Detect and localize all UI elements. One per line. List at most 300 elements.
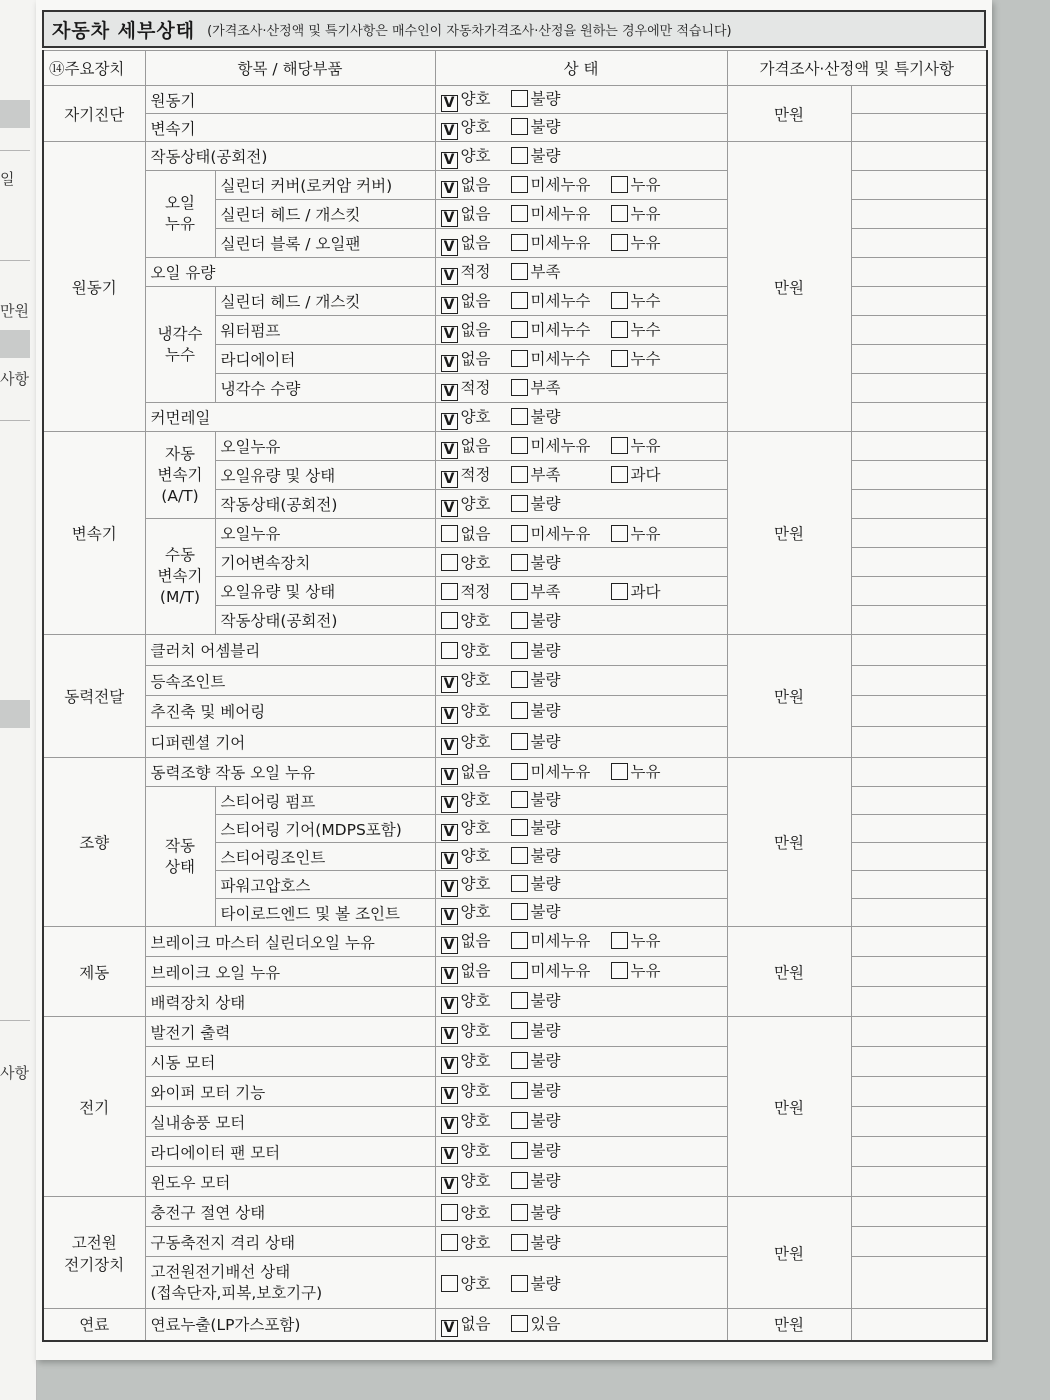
special-notes-cell[interactable] [851, 287, 987, 316]
status-cell [435, 432, 727, 461]
status-option-없음[interactable] [441, 760, 511, 785]
status-option-양호[interactable] [441, 872, 511, 897]
status-option-미세누수[interactable] [511, 289, 611, 311]
special-notes-cell[interactable] [851, 142, 987, 171]
status-option-양호[interactable] [441, 668, 511, 693]
price-unit-cell [727, 635, 851, 758]
status-option-미세누유[interactable] [511, 522, 611, 544]
adjacent-page-fragment: 만원 [0, 302, 29, 320]
special-notes-cell[interactable] [851, 1077, 987, 1107]
option-label: 양호 [460, 146, 491, 165]
status-option-불량[interactable] [511, 1272, 581, 1294]
status-option-불량[interactable] [511, 1139, 581, 1161]
option-label: 불량 [530, 407, 561, 426]
status-option-부족[interactable] [511, 260, 581, 282]
checkbox-icon[interactable] [511, 932, 528, 949]
status-option-미세누유[interactable] [511, 434, 611, 456]
option-label: 미세누유 [530, 932, 591, 950]
status-option-양호[interactable] [441, 1079, 511, 1104]
special-notes-cell[interactable] [851, 171, 987, 200]
special-notes-cell[interactable] [851, 727, 987, 758]
status-option-불량[interactable] [511, 989, 581, 1011]
option-label: 과다 [630, 583, 661, 601]
status-option-미세누유[interactable] [511, 202, 611, 224]
checkbox-icon[interactable] [511, 1234, 528, 1251]
status-option-양호[interactable] [441, 1169, 511, 1194]
status-option-미세누유[interactable] [511, 959, 611, 981]
checkbox-icon[interactable] [511, 495, 528, 512]
special-notes-cell[interactable] [851, 871, 987, 899]
special-notes-cell[interactable] [851, 461, 987, 490]
option-label: 없음 [460, 436, 491, 455]
checkbox-icon[interactable] [511, 1082, 528, 1099]
checked-box-icon[interactable]: V [441, 1147, 458, 1164]
checkbox-icon[interactable] [441, 583, 458, 600]
status-option-미세누수[interactable] [511, 318, 611, 340]
status-cell [435, 86, 727, 114]
checkbox-icon[interactable] [511, 733, 528, 750]
special-notes-cell[interactable] [851, 432, 987, 461]
checked-box-icon[interactable]: V [441, 297, 458, 314]
item-label: 변속기 [145, 114, 435, 142]
checked-box-icon[interactable]: V [441, 384, 458, 401]
option-label: 불량 [530, 671, 561, 689]
checkbox-icon[interactable] [511, 642, 528, 659]
checkbox-icon[interactable] [511, 554, 528, 571]
status-option-없음[interactable] [441, 522, 511, 544]
checked-box-icon[interactable]: V [441, 824, 458, 841]
status-cell [435, 1257, 727, 1309]
checkbox-icon[interactable] [511, 962, 528, 979]
option-label: 불량 [530, 118, 561, 136]
checkbox-icon[interactable] [441, 1234, 458, 1251]
option-label: 불량 [530, 146, 561, 165]
form-row [43, 1017, 987, 1047]
status-option-불량[interactable] [511, 1019, 581, 1041]
option-label: 누수 [630, 349, 661, 368]
adjacent-page-rule [0, 1020, 30, 1021]
status-cell [435, 1197, 727, 1227]
option-label: 양호 [460, 1022, 491, 1040]
special-notes-cell[interactable] [851, 1257, 987, 1309]
status-option-양호[interactable] [441, 144, 511, 169]
checkbox-icon[interactable] [511, 612, 528, 629]
status-option-양호[interactable] [441, 1201, 511, 1223]
item-label: 구동축전지 격리 상태 [145, 1227, 435, 1257]
special-notes-cell[interactable] [851, 114, 987, 142]
option-label: 누유 [630, 932, 661, 950]
status-option-미세누유[interactable] [511, 929, 611, 951]
checkbox-icon[interactable] [611, 350, 628, 367]
section-header [42, 10, 986, 48]
special-notes-cell[interactable] [851, 1137, 987, 1167]
status-option-불량[interactable] [511, 788, 581, 810]
status-option-누유[interactable] [611, 959, 681, 981]
checkbox-icon[interactable] [511, 1142, 528, 1159]
checked-box-icon[interactable]: V [441, 1057, 458, 1074]
status-option-양호[interactable] [441, 1139, 511, 1164]
status-option-양호[interactable] [441, 844, 511, 869]
checkbox-icon[interactable] [511, 1275, 528, 1292]
special-notes-cell[interactable] [851, 229, 987, 258]
checked-box-icon[interactable]: V [441, 880, 458, 897]
status-option-양호[interactable] [441, 816, 511, 841]
special-notes-cell[interactable] [851, 787, 987, 815]
checkbox-icon[interactable] [611, 205, 628, 222]
status-option-불량[interactable] [511, 1109, 581, 1131]
item-label: 오일누유 [215, 519, 435, 548]
checked-box-icon[interactable]: V [441, 1117, 458, 1134]
checked-box-icon[interactable]: V [441, 676, 458, 693]
checkbox-icon[interactable] [511, 1204, 528, 1221]
checkbox-icon[interactable] [511, 1315, 528, 1332]
status-option-불량[interactable] [511, 699, 581, 721]
special-notes-cell[interactable] [851, 1167, 987, 1197]
option-label: 없음 [460, 320, 491, 339]
checked-box-icon[interactable]: V [441, 967, 458, 984]
status-option-불량[interactable] [511, 551, 581, 573]
option-label: 양호 [460, 701, 491, 720]
checkbox-icon[interactable] [511, 90, 528, 107]
checkbox-icon[interactable] [611, 962, 628, 979]
option-label: 누수 [630, 291, 661, 310]
status-option-없음[interactable] [441, 929, 511, 954]
status-option-누유[interactable] [611, 929, 681, 951]
checkbox-icon[interactable] [511, 702, 528, 719]
status-cell [435, 548, 727, 577]
status-cell [435, 1227, 727, 1257]
status-option-양호[interactable] [441, 788, 511, 813]
checked-box-icon[interactable]: V [441, 413, 458, 430]
special-notes-cell[interactable] [851, 696, 987, 727]
checkbox-icon[interactable] [441, 1275, 458, 1292]
checked-box-icon[interactable]: V [441, 210, 458, 227]
status-option-불량[interactable] [511, 1169, 581, 1191]
checkbox-icon[interactable] [511, 205, 528, 222]
special-notes-cell[interactable] [851, 200, 987, 229]
checkbox-icon[interactable] [611, 466, 628, 483]
status-option-불량[interactable] [511, 144, 581, 166]
status-option-양호[interactable] [441, 115, 511, 140]
special-notes-cell[interactable] [851, 258, 987, 287]
status-option-양호[interactable] [441, 492, 511, 517]
option-label: 불량 [530, 1022, 561, 1040]
status-option-양호[interactable] [441, 87, 511, 112]
status-option-양호[interactable] [441, 900, 511, 925]
checkbox-icon[interactable] [511, 379, 528, 396]
status-option-불량[interactable] [511, 1079, 581, 1101]
status-option-누유[interactable] [611, 434, 681, 456]
checked-box-icon[interactable]: V [441, 1087, 458, 1104]
special-notes-cell[interactable] [851, 519, 987, 548]
checkbox-icon[interactable] [511, 234, 528, 251]
status-option-없음[interactable] [441, 202, 511, 227]
item-label: 실린더 헤드 / 개스킷 [215, 287, 435, 316]
option-label: 미세누유 [530, 233, 591, 252]
status-option-부족[interactable] [511, 463, 611, 485]
status-option-없음[interactable] [441, 434, 511, 459]
status-option-양호[interactable] [441, 730, 511, 755]
checked-box-icon[interactable]: V [441, 796, 458, 813]
option-label: 양호 [460, 1142, 491, 1160]
status-option-양호[interactable] [441, 1019, 511, 1044]
status-option-적정[interactable] [441, 580, 511, 602]
checkbox-icon[interactable] [511, 408, 528, 425]
checkbox-icon[interactable] [511, 763, 528, 780]
status-option-없음[interactable] [441, 231, 511, 256]
checkbox-icon[interactable] [611, 932, 628, 949]
option-label: 양호 [460, 494, 491, 513]
checkbox-icon[interactable] [511, 437, 528, 454]
checkbox-icon[interactable] [511, 819, 528, 836]
status-option-적정[interactable] [441, 260, 511, 285]
price-unit-label: 만원 [774, 105, 804, 124]
status-option-부족[interactable] [511, 580, 611, 602]
status-option-불량[interactable] [511, 1201, 581, 1223]
status-option-양호[interactable] [441, 1049, 511, 1074]
checkbox-icon[interactable] [611, 321, 628, 338]
option-label: 누유 [630, 962, 661, 980]
group-label-steer-op: 작동 상태 [145, 787, 215, 927]
status-option-미세누수[interactable] [511, 347, 611, 369]
status-option-없음[interactable] [441, 959, 511, 984]
status-option-없음[interactable] [441, 173, 511, 198]
special-notes-cell[interactable] [851, 1017, 987, 1047]
status-option-양호[interactable] [441, 405, 511, 430]
status-option-과다[interactable] [611, 463, 681, 485]
checkbox-icon[interactable] [511, 525, 528, 542]
checkbox-icon[interactable] [611, 176, 628, 193]
special-notes-cell[interactable] [851, 987, 987, 1017]
status-option-누수[interactable] [611, 318, 681, 340]
status-option-적정[interactable] [441, 463, 511, 488]
special-notes-cell[interactable] [851, 843, 987, 871]
status-option-불량[interactable] [511, 639, 581, 661]
status-option-불량[interactable] [511, 730, 581, 752]
checked-box-icon[interactable]: V [441, 908, 458, 925]
option-label: 누유 [630, 436, 661, 455]
checked-box-icon[interactable]: V [441, 852, 458, 869]
status-option-불량[interactable] [511, 816, 581, 838]
option-label: 누유 [630, 175, 661, 194]
checked-box-icon[interactable]: V [441, 1027, 458, 1044]
form-row [43, 86, 987, 114]
option-label: 양호 [460, 642, 491, 660]
special-notes-cell[interactable] [851, 606, 987, 635]
status-option-양호[interactable] [441, 609, 511, 631]
special-notes-cell[interactable] [851, 899, 987, 927]
checked-box-icon[interactable]: V [441, 268, 458, 285]
checked-box-icon[interactable]: V [441, 239, 458, 256]
checkbox-icon[interactable] [611, 583, 628, 600]
status-option-불량[interactable] [511, 609, 581, 631]
checkbox-icon[interactable] [511, 992, 528, 1009]
checked-box-icon[interactable]: V [441, 471, 458, 488]
item-label: 브레이크 마스터 실린더오일 누유 [145, 927, 435, 957]
checkbox-icon[interactable] [511, 176, 528, 193]
checkbox-icon[interactable] [511, 1172, 528, 1189]
system-label-self_diag: 자기진단 [43, 86, 145, 142]
status-cell [435, 345, 727, 374]
checked-box-icon[interactable]: V [441, 123, 458, 140]
checkbox-icon[interactable] [611, 292, 628, 309]
checked-box-icon[interactable]: V [441, 997, 458, 1014]
checked-box-icon[interactable]: V [441, 95, 458, 112]
special-notes-cell[interactable] [851, 666, 987, 696]
adjacent-page-band [0, 100, 30, 128]
checkbox-icon[interactable] [511, 292, 528, 309]
checkbox-icon[interactable] [511, 466, 528, 483]
status-option-양호[interactable] [441, 1272, 511, 1294]
checkbox-icon[interactable] [611, 763, 628, 780]
checkbox-icon[interactable] [511, 791, 528, 808]
status-option-누유[interactable] [611, 522, 681, 544]
status-option-양호[interactable] [441, 1109, 511, 1134]
status-option-양호[interactable] [441, 699, 511, 724]
status-option-불량[interactable] [511, 87, 581, 109]
checkbox-icon[interactable] [511, 875, 528, 892]
item-label: 오일누유 [215, 432, 435, 461]
checkbox-icon[interactable] [511, 583, 528, 600]
checkbox-icon[interactable] [511, 1112, 528, 1129]
checked-box-icon[interactable]: V [441, 1320, 458, 1337]
special-notes-cell[interactable] [851, 316, 987, 345]
checkbox-icon[interactable] [511, 263, 528, 280]
option-label: 미세누유 [530, 525, 591, 543]
option-label: 불량 [530, 903, 561, 921]
checked-box-icon[interactable]: V [441, 937, 458, 954]
status-cell [435, 787, 727, 815]
status-option-누수[interactable] [611, 289, 681, 311]
status-option-양호[interactable] [441, 989, 511, 1014]
option-label: 적정 [460, 583, 491, 601]
checked-box-icon[interactable]: V [441, 500, 458, 517]
checkbox-icon[interactable] [611, 234, 628, 251]
checked-box-icon[interactable]: V [441, 768, 458, 785]
special-notes-cell[interactable] [851, 403, 987, 432]
checkbox-icon[interactable] [511, 903, 528, 920]
special-notes-cell[interactable] [851, 927, 987, 957]
checked-box-icon[interactable]: V [441, 181, 458, 198]
checked-box-icon[interactable]: V [441, 152, 458, 169]
checkbox-icon[interactable] [441, 1204, 458, 1221]
checkbox-icon[interactable] [611, 437, 628, 454]
checkbox-icon[interactable] [441, 642, 458, 659]
special-notes-cell[interactable] [851, 577, 987, 606]
special-notes-cell[interactable] [851, 957, 987, 987]
status-option-불량[interactable] [511, 115, 581, 137]
checkbox-icon[interactable] [511, 321, 528, 338]
price-unit-label: 만원 [774, 525, 804, 543]
checkbox-icon[interactable] [511, 350, 528, 367]
checkbox-icon[interactable] [511, 1022, 528, 1039]
checked-box-icon[interactable]: V [441, 442, 458, 459]
status-option-양호[interactable] [441, 639, 511, 661]
status-option-양호[interactable] [441, 1231, 511, 1253]
status-option-미세누유[interactable] [511, 760, 611, 782]
special-notes-cell[interactable] [851, 548, 987, 577]
special-notes-cell[interactable] [851, 490, 987, 519]
special-notes-cell[interactable] [851, 86, 987, 114]
status-option-불량[interactable] [511, 872, 581, 894]
checkbox-icon[interactable] [511, 847, 528, 864]
status-option-누수[interactable] [611, 347, 681, 369]
special-notes-cell[interactable] [851, 1197, 987, 1227]
special-notes-cell[interactable] [851, 374, 987, 403]
system-label-power: 동력전달 [43, 635, 145, 758]
special-notes-cell[interactable] [851, 758, 987, 787]
option-label: 불량 [530, 992, 561, 1010]
checkbox-icon[interactable] [511, 1052, 528, 1069]
option-label: 불량 [530, 642, 561, 660]
item-label: 실린더 블록 / 오일팬 [215, 229, 435, 258]
status-option-불량[interactable] [511, 668, 581, 690]
status-option-누유[interactable] [611, 173, 681, 195]
status-option-적정[interactable] [441, 376, 511, 401]
option-label: 미세누유 [530, 436, 591, 455]
status-option-부족[interactable] [511, 376, 581, 398]
status-option-없음[interactable] [441, 289, 511, 314]
status-option-누유[interactable] [611, 202, 681, 224]
status-option-불량[interactable] [511, 900, 581, 922]
status-option-없음[interactable] [441, 318, 511, 343]
special-notes-cell[interactable] [851, 1309, 987, 1341]
status-option-양호[interactable] [441, 551, 511, 573]
group-label-oil-leak: 오일 누유 [145, 171, 215, 258]
status-cell [435, 1077, 727, 1107]
checkbox-icon[interactable] [511, 671, 528, 688]
special-notes-cell[interactable] [851, 1047, 987, 1077]
status-cell [435, 871, 727, 899]
option-label: 적정 [460, 465, 491, 484]
adjacent-page-fragment: 일 [0, 170, 15, 188]
checkbox-icon[interactable] [511, 118, 528, 135]
checked-box-icon[interactable]: V [441, 355, 458, 372]
checkbox-icon[interactable] [441, 612, 458, 629]
status-option-불량[interactable] [511, 1049, 581, 1071]
status-option-누유[interactable] [611, 760, 681, 782]
status-option-불량[interactable] [511, 1231, 581, 1253]
status-option-미세누유[interactable] [511, 231, 611, 253]
status-option-불량[interactable] [511, 492, 581, 514]
option-label: 없음 [460, 525, 491, 543]
status-option-없음[interactable] [441, 347, 511, 372]
checkbox-icon[interactable] [441, 554, 458, 571]
checkbox-icon[interactable] [611, 525, 628, 542]
status-option-불량[interactable] [511, 844, 581, 866]
special-notes-cell[interactable] [851, 635, 987, 666]
status-option-있음[interactable] [511, 1312, 581, 1334]
special-notes-cell[interactable] [851, 815, 987, 843]
special-notes-cell[interactable] [851, 345, 987, 374]
special-notes-cell[interactable] [851, 1107, 987, 1137]
checked-box-icon[interactable]: V [441, 707, 458, 724]
status-cell [435, 758, 727, 787]
status-option-과다[interactable] [611, 580, 681, 602]
status-option-없음[interactable] [441, 1312, 511, 1337]
column-header-item: 항목 / 해당부품 [145, 51, 435, 86]
special-notes-cell[interactable] [851, 1227, 987, 1257]
checkbox-icon[interactable] [511, 147, 528, 164]
checked-box-icon[interactable]: V [441, 738, 458, 755]
checked-box-icon[interactable]: V [441, 326, 458, 343]
status-option-누유[interactable] [611, 231, 681, 253]
status-option-미세누유[interactable] [511, 173, 611, 195]
status-option-불량[interactable] [511, 405, 581, 427]
price-unit-label: 만원 [774, 834, 804, 852]
checked-box-icon[interactable]: V [441, 1177, 458, 1194]
checkbox-icon[interactable] [441, 525, 458, 542]
